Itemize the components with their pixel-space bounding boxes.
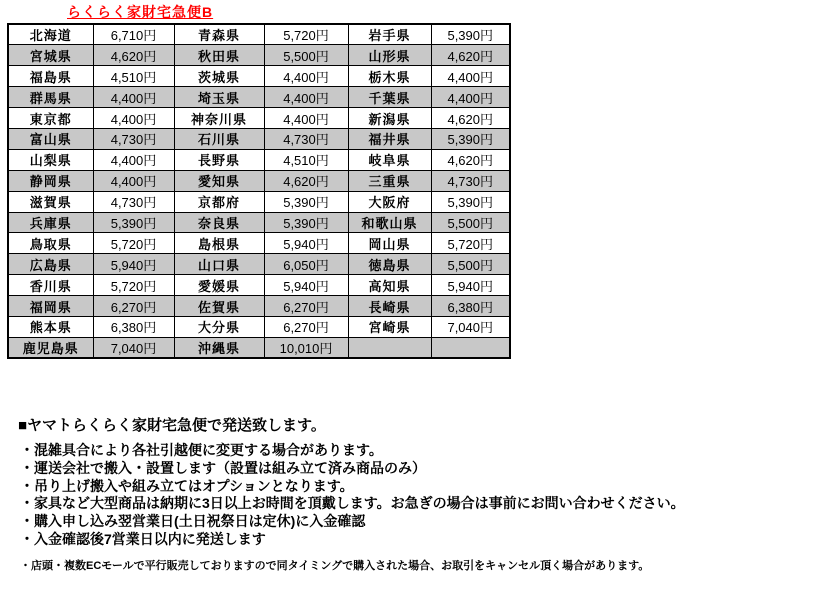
note-bullet: ・混雑具合により各社引越便に変更する場合があります。 <box>20 442 383 458</box>
prefecture-cell: 島根県 <box>174 233 264 254</box>
prefecture-cell: 宮城県 <box>8 45 93 66</box>
price-cell: 4,400円 <box>264 108 348 129</box>
prefecture-cell: 京都府 <box>174 191 264 212</box>
notes-footnote: ・店頭・複数ECモールで平行販売しておりますので同タイミングで購入された場合、お取引をキャンセル頂く場合があります。 <box>20 560 650 572</box>
prefecture-cell: 富山県 <box>8 128 93 149</box>
price-cell: 5,390円 <box>431 24 510 45</box>
prefecture-cell: 新潟県 <box>348 108 431 129</box>
price-cell: 5,390円 <box>93 212 174 233</box>
note-bullet: ・運送会社で搬入・設置します（設置は組み立て済み商品のみ） <box>20 459 426 476</box>
prefecture-cell: 青森県 <box>174 24 264 45</box>
prefecture-cell: 岩手県 <box>348 24 431 45</box>
price-cell: 4,400円 <box>264 66 348 87</box>
prefecture-cell: 静岡県 <box>8 170 93 191</box>
prefecture-cell: 福井県 <box>348 128 431 149</box>
prefecture-cell: 鹿児島県 <box>8 337 93 358</box>
prefecture-cell: 高知県 <box>348 275 431 296</box>
price-cell: 5,720円 <box>264 24 348 45</box>
prefecture-cell: 兵庫県 <box>8 212 93 233</box>
price-cell: 5,940円 <box>431 275 510 296</box>
price-cell <box>431 337 510 358</box>
price-cell: 6,710円 <box>93 24 174 45</box>
prefecture-cell: 山梨県 <box>8 149 93 170</box>
table-row <box>8 24 510 45</box>
price-cell: 5,720円 <box>93 275 174 296</box>
note-bullet: ・入金確認後7営業日以内に発送します <box>20 530 266 547</box>
price-cell: 5,500円 <box>431 212 510 233</box>
prefecture-cell: 鳥取県 <box>8 233 93 254</box>
price-cell: 4,510円 <box>93 66 174 87</box>
prefecture-cell: 愛知県 <box>174 170 264 191</box>
price-cell: 4,620円 <box>93 45 174 66</box>
price-cell: 4,620円 <box>431 108 510 129</box>
price-cell: 4,510円 <box>264 149 348 170</box>
price-cell: 6,380円 <box>93 316 174 337</box>
price-cell: 4,730円 <box>93 128 174 149</box>
table-row <box>8 316 510 337</box>
price-cell: 5,390円 <box>264 212 348 233</box>
prefecture-cell <box>348 337 431 358</box>
price-cell: 7,040円 <box>93 337 174 358</box>
table-row <box>8 45 510 66</box>
price-cell: 5,940円 <box>264 275 348 296</box>
prefecture-cell: 佐賀県 <box>174 296 264 317</box>
prefecture-cell: 神奈川県 <box>174 108 264 129</box>
price-cell: 4,620円 <box>431 149 510 170</box>
table-row <box>8 87 510 108</box>
shipping-fee-table <box>7 23 511 359</box>
price-cell: 5,940円 <box>264 233 348 254</box>
price-cell: 5,500円 <box>431 254 510 275</box>
table-row <box>8 66 510 87</box>
prefecture-cell: 大阪府 <box>348 191 431 212</box>
price-cell: 5,500円 <box>264 45 348 66</box>
prefecture-cell: 埼玉県 <box>174 87 264 108</box>
price-cell: 6,270円 <box>93 296 174 317</box>
table-row <box>8 296 510 317</box>
prefecture-cell: 宮崎県 <box>348 316 431 337</box>
prefecture-cell: 福島県 <box>8 66 93 87</box>
price-cell: 10,010円 <box>264 337 348 358</box>
price-cell: 5,390円 <box>431 128 510 149</box>
table-row <box>8 149 510 170</box>
table-row <box>8 108 510 129</box>
prefecture-cell: 福岡県 <box>8 296 93 317</box>
prefecture-cell: 沖縄県 <box>174 337 264 358</box>
price-cell: 5,720円 <box>431 233 510 254</box>
prefecture-cell: 徳島県 <box>348 254 431 275</box>
prefecture-cell: 茨城県 <box>174 66 264 87</box>
price-cell: 4,400円 <box>431 66 510 87</box>
prefecture-cell: 秋田県 <box>174 45 264 66</box>
prefecture-cell: 長野県 <box>174 149 264 170</box>
prefecture-cell: 北海道 <box>8 24 93 45</box>
price-cell: 4,730円 <box>264 128 348 149</box>
prefecture-cell: 滋賀県 <box>8 191 93 212</box>
prefecture-cell: 千葉県 <box>348 87 431 108</box>
prefecture-cell: 熊本県 <box>8 316 93 337</box>
price-cell: 4,400円 <box>93 87 174 108</box>
note-bullet: ・家具など大型商品は納期に3日以上お時間を頂戴します。お急ぎの場合は事前にお問い合わせください。 <box>20 495 685 512</box>
prefecture-cell: 長崎県 <box>348 296 431 317</box>
note-bullet: ・吊り上げ搬入や組み立てはオプションとなります。 <box>20 477 354 494</box>
table-row <box>8 170 510 191</box>
prefecture-cell: 広島県 <box>8 254 93 275</box>
price-cell: 6,270円 <box>264 296 348 317</box>
price-cell: 7,040円 <box>431 316 510 337</box>
price-cell: 5,390円 <box>431 191 510 212</box>
note-bullet: ・購入申し込み翌営業日(土日祝祭日は定休)に入金確認 <box>20 513 366 530</box>
price-cell: 5,720円 <box>93 233 174 254</box>
prefecture-cell: 栃木県 <box>348 66 431 87</box>
price-cell: 6,380円 <box>431 296 510 317</box>
price-cell: 4,400円 <box>93 149 174 170</box>
price-cell: 6,270円 <box>264 316 348 337</box>
price-cell: 4,730円 <box>93 191 174 212</box>
price-cell: 4,730円 <box>431 170 510 191</box>
notes-heading: ■ヤマトらくらく家財宅急便で発送致します。 <box>18 417 326 434</box>
table-row <box>8 191 510 212</box>
prefecture-cell: 愛媛県 <box>174 275 264 296</box>
notes-bullet-list <box>20 442 685 549</box>
prefecture-cell: 石川県 <box>174 128 264 149</box>
price-cell: 5,390円 <box>264 191 348 212</box>
prefecture-cell: 香川県 <box>8 275 93 296</box>
prefecture-cell: 大分県 <box>174 316 264 337</box>
price-cell: 5,940円 <box>93 254 174 275</box>
prefecture-cell: 東京都 <box>8 108 93 129</box>
prefecture-cell: 山形県 <box>348 45 431 66</box>
prefecture-cell: 奈良県 <box>174 212 264 233</box>
prefecture-cell: 和歌山県 <box>348 212 431 233</box>
table-row <box>8 254 510 275</box>
table-row <box>8 275 510 296</box>
price-cell: 4,400円 <box>431 87 510 108</box>
price-cell: 4,400円 <box>93 170 174 191</box>
price-cell: 4,400円 <box>93 108 174 129</box>
price-cell: 4,400円 <box>264 87 348 108</box>
prefecture-cell: 岡山県 <box>348 233 431 254</box>
prefecture-cell: 山口県 <box>174 254 264 275</box>
prefecture-cell: 岐阜県 <box>348 149 431 170</box>
table-row <box>8 233 510 254</box>
page-title: らくらく家財宅急便B <box>67 4 214 20</box>
price-cell: 4,620円 <box>264 170 348 191</box>
price-cell: 6,050円 <box>264 254 348 275</box>
prefecture-cell: 群馬県 <box>8 87 93 108</box>
price-cell: 4,620円 <box>431 45 510 66</box>
table-row <box>8 128 510 149</box>
table-row <box>8 337 510 358</box>
prefecture-cell: 三重県 <box>348 170 431 191</box>
table-row <box>8 212 510 233</box>
